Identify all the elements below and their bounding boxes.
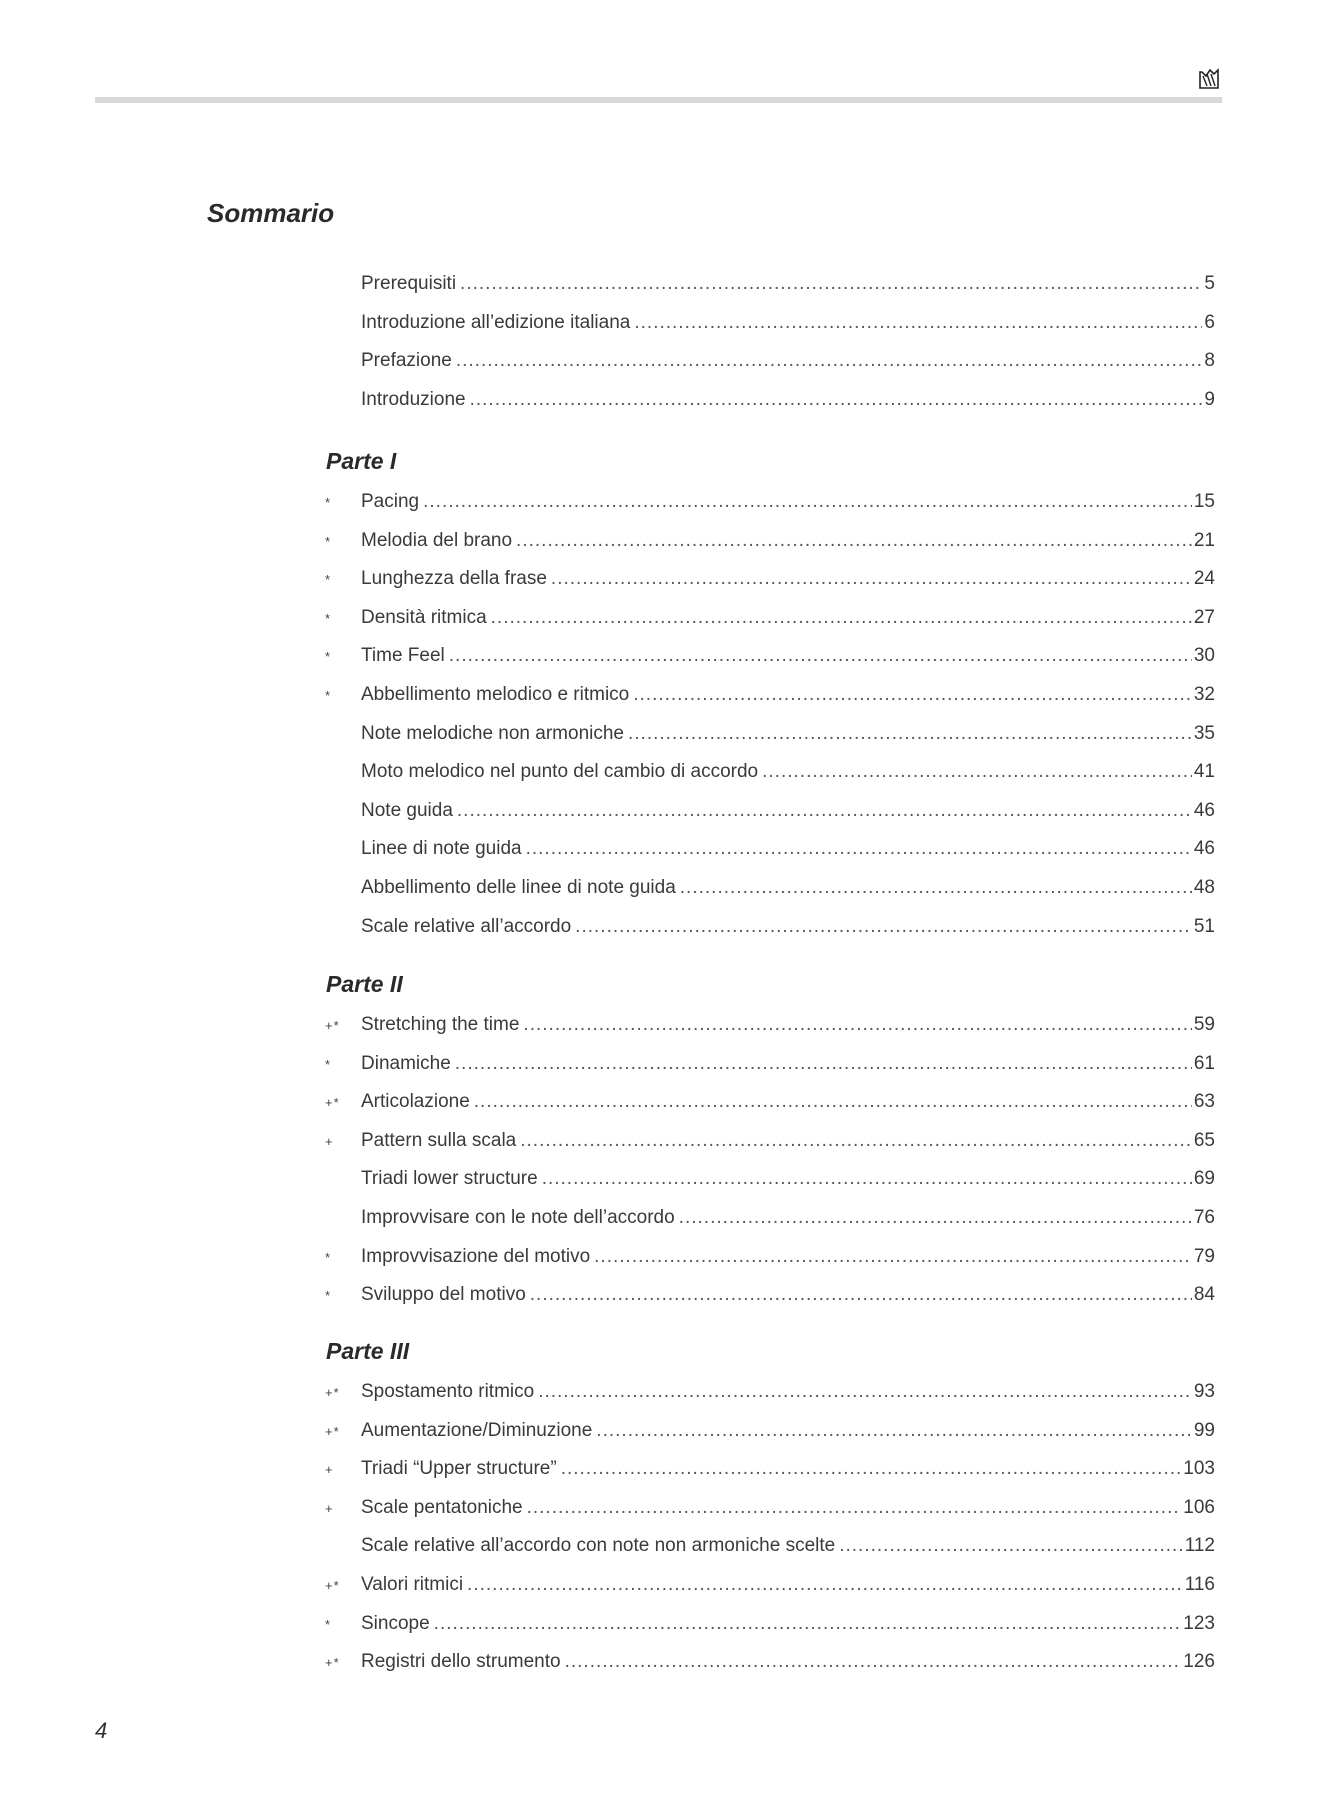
toc-entry-body [361, 530, 1215, 552]
toc-entry-body [361, 916, 1215, 938]
entry-page: 79 [1193, 1245, 1215, 1267]
toc-entry-body [361, 350, 1215, 372]
toc-entry [325, 723, 1215, 753]
dot-leader [467, 1574, 1183, 1596]
toc-entry-body [361, 1091, 1215, 1113]
entry-page: 30 [1193, 645, 1215, 667]
entry-title: Improvvisare con le note dell’accordo [361, 1207, 675, 1228]
toc-entry-body [361, 312, 1215, 334]
dot-leader [516, 530, 1192, 552]
toc-entry-body [361, 389, 1215, 411]
toc-entry [325, 1014, 1215, 1044]
toc-entry-body [361, 491, 1215, 513]
toc-entry [325, 568, 1215, 598]
entry-title: Triadi lower structure [361, 1168, 538, 1190]
entry-title: Abbellimento melodico e ritmico [361, 684, 630, 705]
toc-entry-body [361, 1651, 1215, 1673]
toc-entry-body [361, 1168, 1215, 1190]
toc-entry [325, 761, 1215, 791]
entry-page: 5 [1204, 273, 1215, 294]
entry-page: 8 [1204, 350, 1215, 372]
entry-title: Scale pentatoniche [361, 1496, 523, 1518]
difficulty-marker: +* [325, 1385, 340, 1400]
entry-page: 112 [1184, 1535, 1215, 1557]
entry-title: Improvvisazione del motivo [361, 1245, 591, 1267]
toc-entry [325, 1130, 1215, 1160]
toc-entry-body [361, 1246, 1215, 1268]
toc-entry-body [361, 1207, 1215, 1229]
entry-page: 6 [1204, 311, 1215, 333]
toc-entry-body [361, 1053, 1215, 1075]
entry-page: 126 [1183, 1651, 1215, 1673]
toc-entry [325, 1651, 1215, 1681]
entry-page: 61 [1193, 1052, 1215, 1074]
dot-leader [633, 684, 1192, 706]
dot-leader [456, 350, 1203, 372]
dot-leader [561, 1458, 1182, 1480]
toc-entry [325, 1381, 1215, 1411]
part-heading: Parte II [326, 971, 403, 997]
dot-leader [565, 1651, 1182, 1673]
entry-page: 65 [1193, 1129, 1215, 1151]
entry-page: 35 [1193, 722, 1215, 744]
entry-title: Prerequisiti [361, 273, 457, 294]
dot-leader [596, 1420, 1192, 1442]
difficulty-marker: * [325, 649, 332, 665]
entry-page: 21 [1193, 529, 1215, 551]
toc-entry-body [361, 607, 1215, 629]
toc-entry [325, 877, 1215, 907]
toc-entry [325, 1053, 1215, 1083]
entry-page: 24 [1193, 568, 1215, 590]
dot-leader [460, 273, 1202, 295]
entry-page: 48 [1193, 877, 1215, 898]
toc-entry [325, 1420, 1215, 1450]
toc-entry-body [361, 877, 1215, 899]
difficulty-marker: +* [325, 1095, 340, 1111]
dot-leader [491, 607, 1192, 629]
entry-title: Moto melodico nel punto del cambio di accordo [361, 761, 759, 783]
entry-page: 41 [1193, 761, 1215, 783]
difficulty-marker: * [325, 533, 332, 549]
entry-page: 59 [1193, 1014, 1215, 1035]
difficulty-marker: +* [325, 1018, 340, 1033]
entry-page: 103 [1183, 1458, 1215, 1480]
entry-title: Abbellimento delle linee di note guida [361, 877, 676, 898]
difficulty-marker: +* [325, 1423, 340, 1439]
toc-entry-body [361, 1497, 1215, 1519]
toc-entry [325, 1091, 1215, 1121]
toc-entry-body [361, 723, 1215, 745]
toc-entry-body [361, 1535, 1215, 1557]
dot-leader [434, 1613, 1182, 1635]
entry-page: 106 [1183, 1496, 1215, 1518]
dot-leader [542, 1168, 1192, 1190]
toc-entry-body [361, 1458, 1215, 1480]
entry-title: Scale relative all’accordo con note non armoniche scelte [361, 1535, 836, 1557]
entry-title: Spostamento ritmico [361, 1381, 535, 1402]
difficulty-marker: + [325, 1462, 334, 1478]
entry-title: Lunghezza della frase [361, 568, 547, 590]
toc-entry [325, 1497, 1215, 1527]
toc-entry [325, 273, 1215, 303]
difficulty-marker: * [325, 1288, 332, 1304]
toc-entry [325, 1613, 1215, 1643]
toc-entry [325, 684, 1215, 714]
entry-title: Pacing [361, 491, 420, 512]
entry-page: 69 [1193, 1168, 1215, 1190]
toc-entry [325, 1207, 1215, 1237]
toc-entry [325, 1535, 1215, 1565]
entry-page: 9 [1204, 388, 1215, 410]
toc-entry-body [361, 568, 1215, 590]
entry-title: Note melodiche non armoniche [361, 722, 624, 744]
dot-leader [634, 312, 1202, 334]
dot-leader [457, 800, 1192, 822]
entry-page: 63 [1193, 1091, 1215, 1113]
toc-entry-body [361, 645, 1215, 667]
dot-leader [474, 1091, 1192, 1113]
entry-title: Note guida [361, 799, 453, 821]
toc-entry-body [361, 1613, 1215, 1635]
toc-entry [325, 1574, 1215, 1604]
entry-page: 123 [1183, 1612, 1215, 1634]
toc-entry-body [361, 1420, 1215, 1442]
toc-entry-body [361, 1130, 1215, 1152]
dot-leader [628, 723, 1192, 745]
toc-entry [325, 645, 1215, 675]
entry-title: Sincope [361, 1612, 430, 1634]
dot-leader [530, 1284, 1192, 1306]
entry-title: Valori ritmici [361, 1574, 464, 1595]
entry-title: Sviluppo del motivo [361, 1284, 526, 1306]
toc-entry [325, 1168, 1215, 1198]
dot-leader [762, 761, 1192, 783]
dot-leader [527, 1497, 1182, 1519]
toc-entry [325, 491, 1215, 521]
dot-leader [680, 877, 1192, 899]
difficulty-marker: +* [325, 1655, 340, 1671]
difficulty-marker: * [325, 495, 332, 510]
entry-page: 116 [1184, 1574, 1215, 1595]
entry-title: Stretching the time [361, 1014, 520, 1035]
toc-entry [325, 530, 1215, 560]
toc-entry [325, 1458, 1215, 1488]
entry-page: 84 [1193, 1284, 1215, 1306]
toc-entry-body [361, 838, 1215, 860]
toc-entry [325, 312, 1215, 342]
entry-title: Registri dello strumento [361, 1651, 561, 1673]
entry-page: 46 [1193, 838, 1215, 860]
entry-page: 27 [1193, 606, 1215, 628]
entry-title: Linee di note guida [361, 838, 522, 860]
entry-page: 76 [1193, 1207, 1215, 1228]
toc-entry [325, 1246, 1215, 1276]
toc-entry [325, 350, 1215, 380]
toc-entry-body [361, 800, 1215, 822]
toc-entry [325, 800, 1215, 830]
toc-entry-body [361, 1014, 1215, 1036]
entry-title: Triadi “Upper structure” [361, 1458, 557, 1480]
entry-page: 99 [1193, 1419, 1215, 1441]
toc-entry-body [361, 761, 1215, 783]
toc-entry [325, 607, 1215, 637]
toc-entry [325, 1284, 1215, 1314]
entry-page: 15 [1193, 491, 1215, 512]
dot-leader [551, 568, 1192, 590]
entry-title: Scale relative all’accordo [361, 915, 572, 937]
entry-page: 51 [1193, 915, 1215, 937]
dot-leader [679, 1207, 1192, 1229]
dot-leader [594, 1246, 1192, 1268]
entry-title: Dinamiche [361, 1052, 451, 1074]
difficulty-marker: * [325, 1249, 332, 1265]
page-title: Sommario [207, 198, 335, 228]
toc-entry-body [361, 273, 1215, 295]
dot-leader [520, 1130, 1192, 1152]
entry-title: Time Feel [361, 645, 445, 667]
dot-leader [449, 645, 1192, 667]
dot-leader [538, 1381, 1192, 1403]
entry-title: Melodia del brano [361, 529, 513, 551]
difficulty-marker: * [325, 1616, 332, 1632]
part-heading: Parte III [326, 1338, 410, 1364]
publisher-logo-icon [1198, 68, 1220, 90]
toc-entry-body [361, 1574, 1215, 1596]
toc-entry-body [361, 684, 1215, 706]
difficulty-marker: * [325, 688, 332, 703]
entry-title: Pattern sulla scala [361, 1129, 517, 1151]
dot-leader [423, 491, 1192, 513]
entry-page: 93 [1193, 1381, 1215, 1402]
difficulty-marker: * [325, 610, 332, 626]
toc-entry-body [361, 1381, 1215, 1403]
entry-title: Introduzione all’edizione italiana [361, 311, 631, 333]
header-rule [95, 97, 1222, 103]
entry-page: 46 [1193, 799, 1215, 821]
difficulty-marker: * [325, 1056, 332, 1072]
difficulty-marker: +* [325, 1578, 340, 1593]
entry-title: Articolazione [361, 1091, 470, 1113]
dot-leader [470, 389, 1203, 411]
difficulty-marker: + [325, 1500, 334, 1516]
page-number: 4 [95, 1718, 108, 1743]
difficulty-marker: * [325, 572, 332, 588]
entry-title: Densità ritmica [361, 606, 487, 628]
entry-title: Prefazione [361, 350, 452, 372]
toc-entry [325, 916, 1215, 946]
entry-title: Introduzione [361, 388, 466, 410]
dot-leader [839, 1535, 1182, 1557]
toc-entry [325, 389, 1215, 419]
dot-leader [526, 838, 1192, 860]
part-heading: Parte I [326, 448, 397, 474]
entry-title: Aumentazione/Diminuzione [361, 1419, 593, 1441]
difficulty-marker: + [325, 1133, 334, 1149]
dot-leader [523, 1014, 1191, 1036]
toc-entry-body [361, 1284, 1215, 1306]
dot-leader [455, 1053, 1192, 1075]
toc-entry [325, 838, 1215, 868]
dot-leader [575, 916, 1192, 938]
entry-page: 32 [1193, 684, 1215, 705]
